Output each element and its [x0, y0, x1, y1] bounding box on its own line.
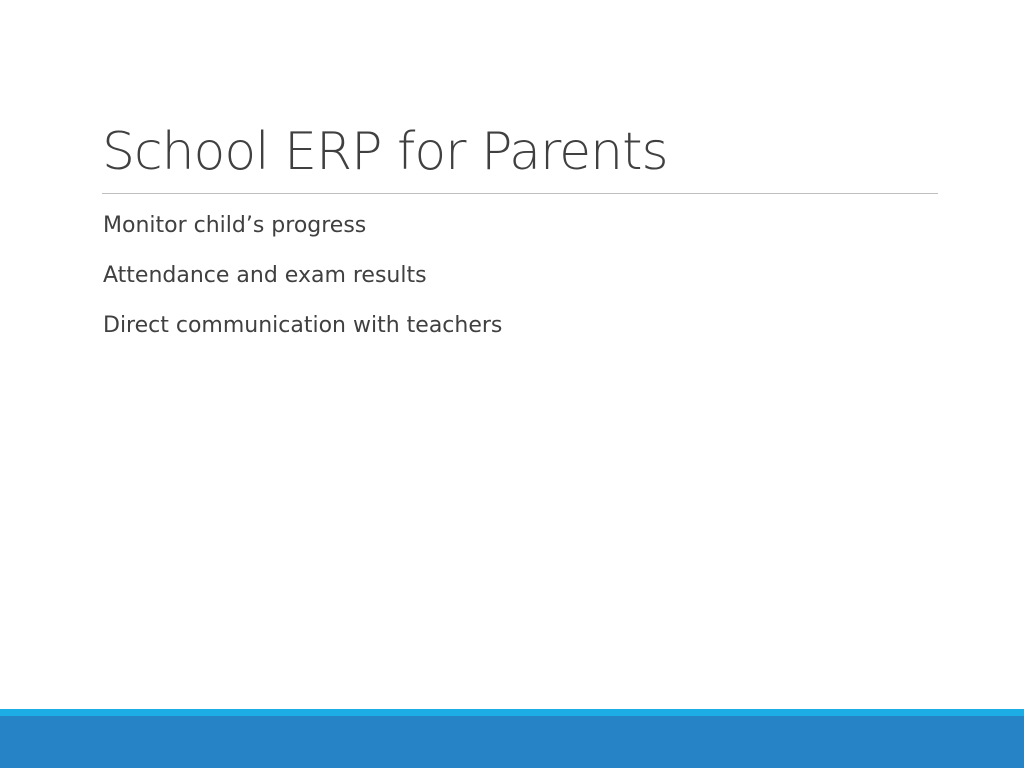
bullet-list	[103, 208, 502, 358]
title-divider	[102, 193, 938, 194]
slide-title: School ERP for Parents	[102, 122, 668, 182]
footer-accent-stripe	[0, 709, 1024, 716]
bullet-item: Monitor child’s progress	[103, 213, 367, 238]
bullet-item: Direct communication with teachers	[103, 313, 503, 338]
footer-band	[0, 716, 1024, 768]
bullet-item: Attendance and exam results	[103, 263, 427, 288]
